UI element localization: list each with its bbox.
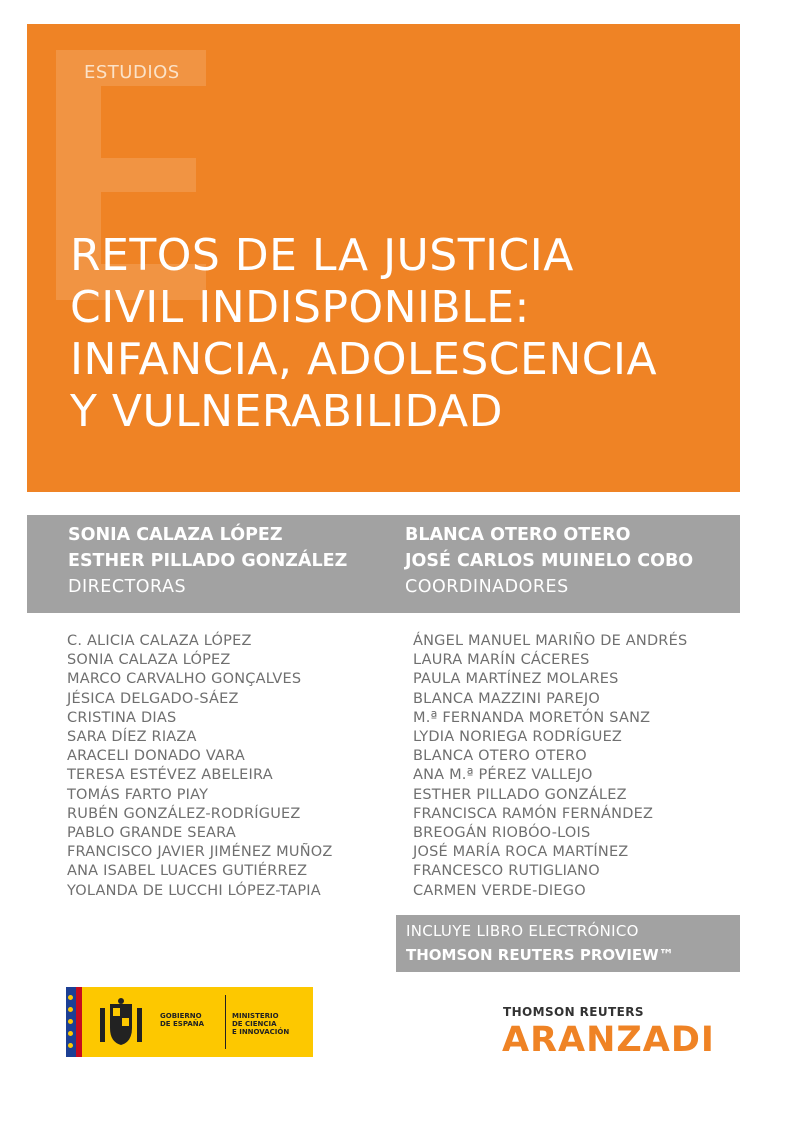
coat-of-arms-icon — [96, 998, 146, 1048]
contributor: SARA DÍEZ RIAZA — [67, 729, 197, 746]
logo-separator — [225, 995, 226, 1049]
contributor: LYDIA NORIEGA RODRÍGUEZ — [413, 729, 623, 746]
coordinator-name: JOSÉ CARLOS MUINELO COBO — [405, 551, 694, 571]
contributor: JÉSICA DELGADO-SÁEZ — [67, 690, 239, 707]
publisher-logo: ARANZADI — [502, 1020, 715, 1060]
contributor: ANA M.ª PÉREZ VALLEJO — [413, 767, 593, 784]
gobierno-text: GOBIERNO DE ESPAÑA — [160, 1012, 205, 1028]
title-line: Y VULNERABILIDAD — [70, 386, 504, 437]
government-logo — [66, 987, 313, 1057]
director-name: ESTHER PILLADO GONZÁLEZ — [68, 551, 348, 571]
ebook-banner — [396, 915, 740, 972]
contributor: YOLANDA DE LUCCHI LÓPEZ-TAPIA — [67, 882, 321, 899]
editors-band — [27, 515, 740, 613]
contributor: TOMÁS FARTO PIAY — [67, 786, 209, 803]
contributor: JOSÉ MARÍA ROCA MARTÍNEZ — [413, 844, 629, 861]
contributor: FRANCESCO RUTIGLIANO — [413, 863, 600, 880]
contributor: TERESA ESTÉVEZ ABELEIRA — [67, 767, 273, 784]
book-title — [70, 230, 730, 438]
coordinators-role: COORDINADORES — [405, 577, 569, 597]
ministerio-text: MINISTERIO DE CIENCIA E INNOVACIÓN — [232, 1012, 290, 1036]
contributor: RUBÉN GONZÁLEZ-RODRÍGUEZ — [67, 805, 301, 822]
cover-title-panel — [27, 24, 740, 492]
contributor: CARMEN VERDE-DIEGO — [413, 882, 586, 899]
title-line: RETOS DE LA JUSTICIA — [70, 230, 574, 281]
contributors-right — [413, 632, 687, 901]
contributor: MARCO CARVALHO GONÇALVES — [67, 671, 302, 688]
ebook-line-2: THOMSON REUTERS PROVIEW™ — [406, 946, 674, 964]
coordinators-block — [405, 522, 693, 600]
eu-flag-icon — [66, 987, 76, 1057]
contributor: ÁNGEL MANUEL MARIÑO DE ANDRÉS — [413, 633, 688, 649]
spain-flag-stripe — [76, 987, 82, 1057]
contributor: BLANCA OTERO OTERO — [413, 748, 587, 765]
contributor: M.ª FERNANDA MORETÓN SANZ — [413, 709, 651, 726]
contributor: PABLO GRANDE SEARA — [67, 825, 236, 842]
title-line: INFANCIA, ADOLESCENCIA — [70, 334, 658, 385]
contributors-left — [67, 632, 333, 901]
series-label: ESTUDIOS — [84, 62, 180, 83]
ebook-line-1: INCLUYE LIBRO ELECTRÓNICO — [406, 922, 639, 940]
title-line: CIVIL INDISPONIBLE: — [70, 282, 530, 333]
contributor: FRANCISCO JAVIER JIMÉNEZ MUÑOZ — [67, 844, 333, 861]
contributor: LAURA MARÍN CÁCERES — [413, 652, 590, 669]
directors-block — [68, 522, 347, 600]
contributor: PAULA MARTÍNEZ MOLARES — [413, 671, 619, 688]
contributor: C. ALICIA CALAZA LÓPEZ — [67, 633, 252, 649]
directors-role: DIRECTORAS — [68, 577, 187, 597]
contributor: BLANCA MAZZINI PAREJO — [413, 690, 600, 707]
publisher-parent: THOMSON REUTERS — [503, 1005, 644, 1019]
director-name: SONIA CALAZA LÓPEZ — [68, 525, 283, 545]
coordinator-name: BLANCA OTERO OTERO — [405, 525, 631, 545]
contributor: BREOGÁN RIOBÓO-LOIS — [413, 825, 591, 842]
contributor: CRISTINA DIAS — [67, 709, 177, 726]
contributor: ANA ISABEL LUACES GUTIÉRREZ — [67, 863, 308, 880]
contributor: FRANCISCA RAMÓN FERNÁNDEZ — [413, 805, 654, 822]
contributor: ESTHER PILLADO GONZÁLEZ — [413, 786, 627, 803]
contributor: SONIA CALAZA LÓPEZ — [67, 652, 231, 669]
contributor: ARACELI DONADO VARA — [67, 748, 245, 765]
